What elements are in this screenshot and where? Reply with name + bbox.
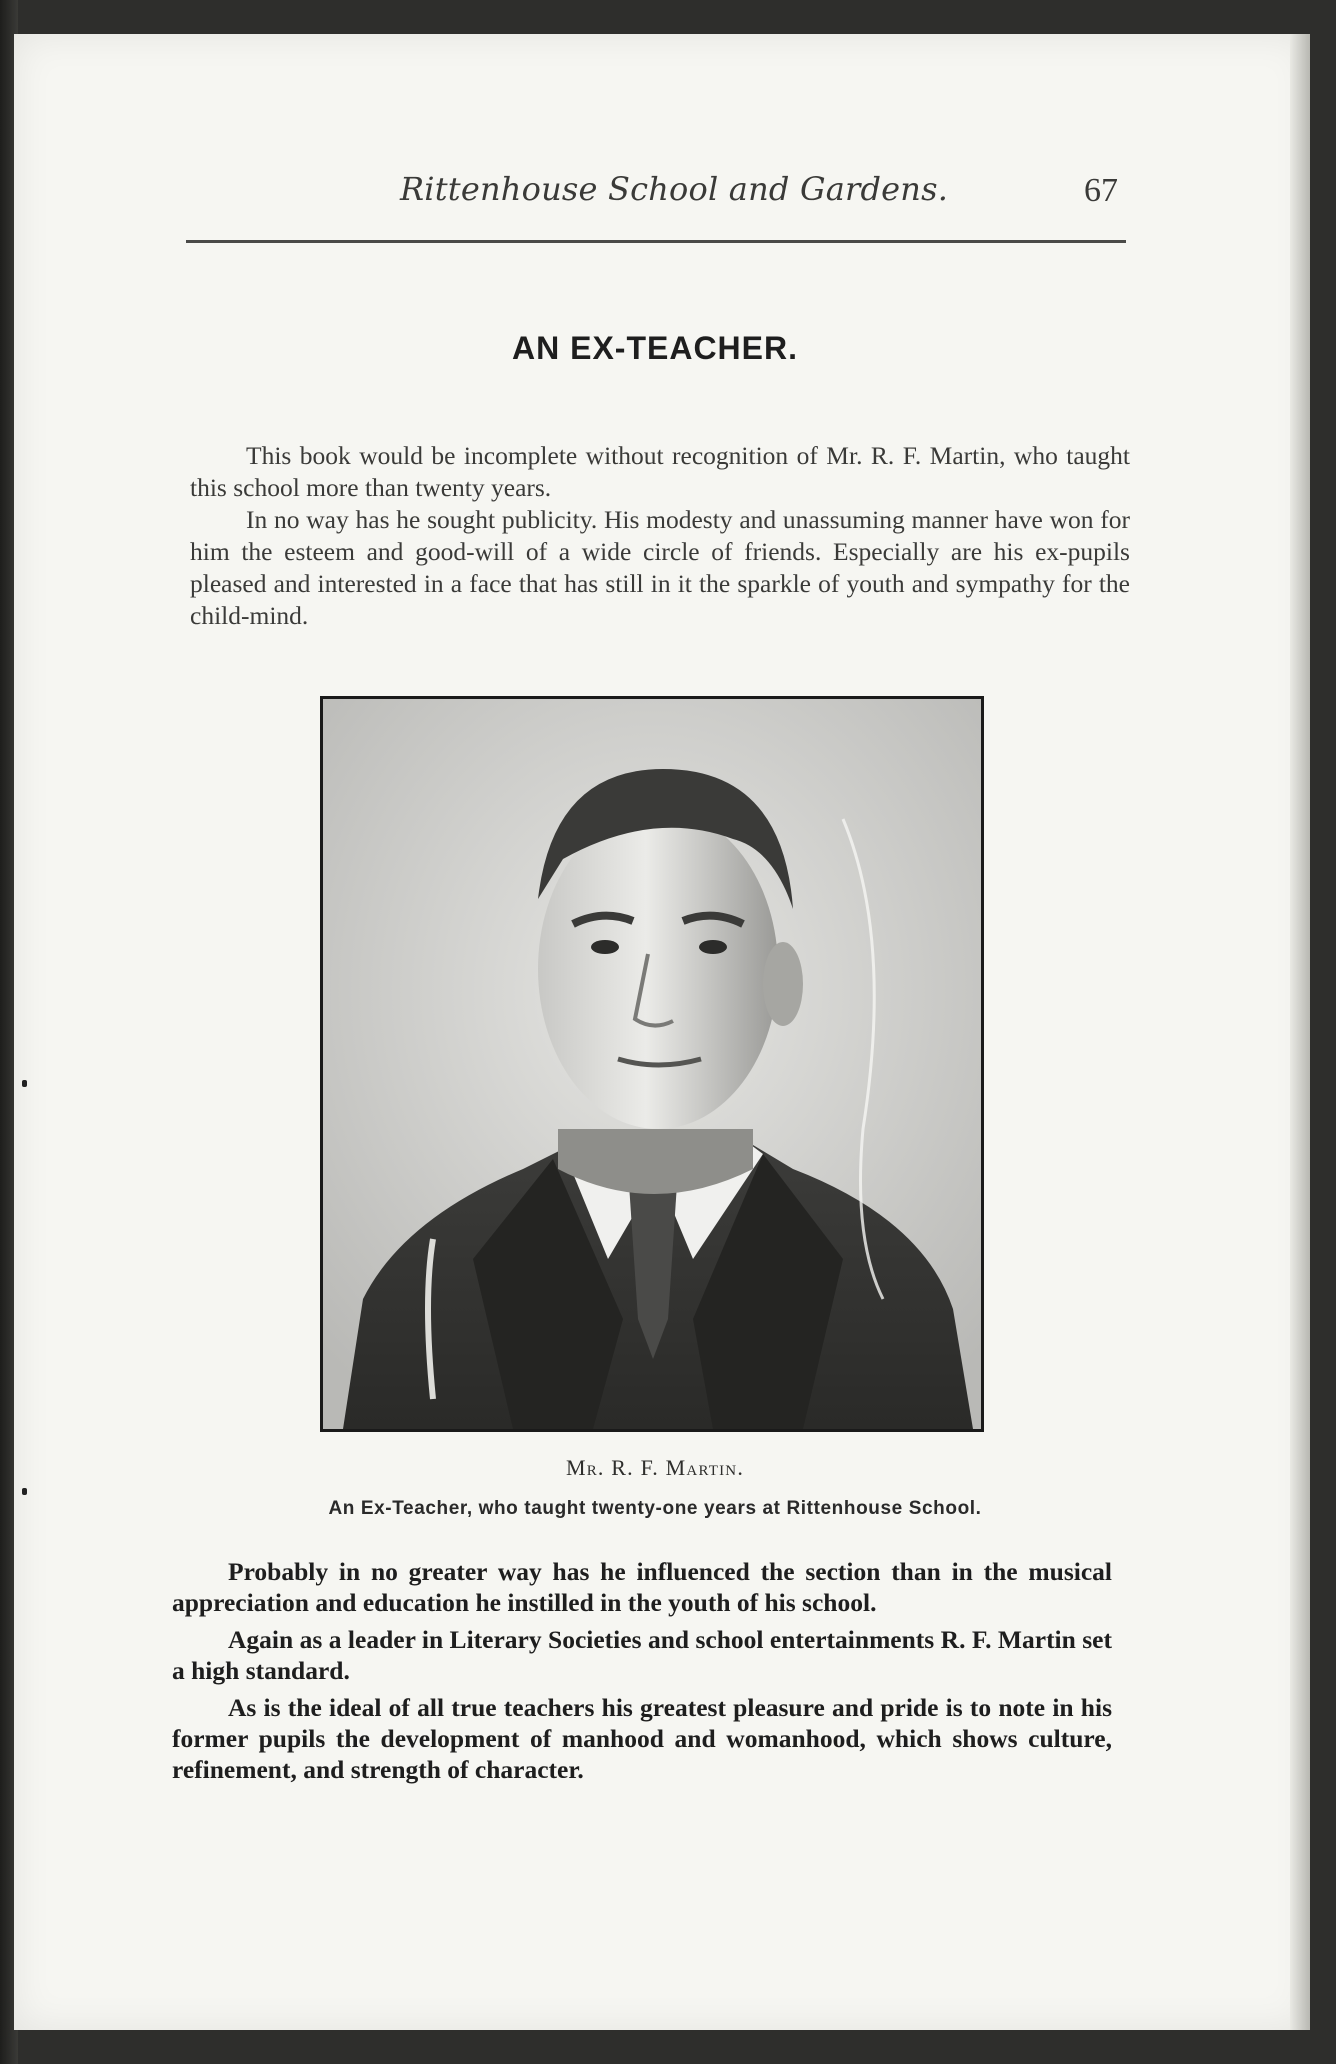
intro-text <box>190 440 1130 632</box>
closing-text <box>172 1556 1112 1791</box>
paragraph: As is the ideal of all true teachers his greatest pleasure and pride is to note in his former pupils the development of manhood and womanhood, which shows culture, refinement, and strength of character. <box>172 1693 1112 1784</box>
paragraph: Probably in no greater way has he influenced the section than in the musical appreciation and education he instilled in the youth of his school. <box>172 1557 1112 1617</box>
binding-mark <box>22 1488 27 1495</box>
binding-mark <box>22 1080 27 1087</box>
page-title: AN EX-TEACHER. <box>511 330 798 366</box>
header-rule <box>186 240 1126 243</box>
portrait-photo <box>320 696 984 1432</box>
portrait-illustration <box>323 699 981 1429</box>
page-number: 67 <box>1084 172 1118 209</box>
photo-caption-name: Mr. R. F. Martin. <box>565 1455 745 1480</box>
running-head: Rittenhouse School and Gardens. <box>400 170 949 208</box>
photo-caption-description: An Ex-Teacher, who taught twenty-one years at Rittenhouse School. <box>328 1498 982 1519</box>
paragraph: Again as a leader in Literary Societies and school entertainments R. F. Martin set a high standard. <box>172 1625 1112 1685</box>
paragraph: This book would be incomplete without recognition of Mr. R. F. Martin, who taught this school more than twenty years. <box>190 441 1130 502</box>
paragraph: In no way has he sought publicity. His modesty and unassuming manner have won for him the esteem and good-will of a wide circle of friends. Especially are his ex-pupils pleased and interested in a face that has still in it the sparkle of youth and sympathy for the child-mind. <box>190 505 1130 630</box>
